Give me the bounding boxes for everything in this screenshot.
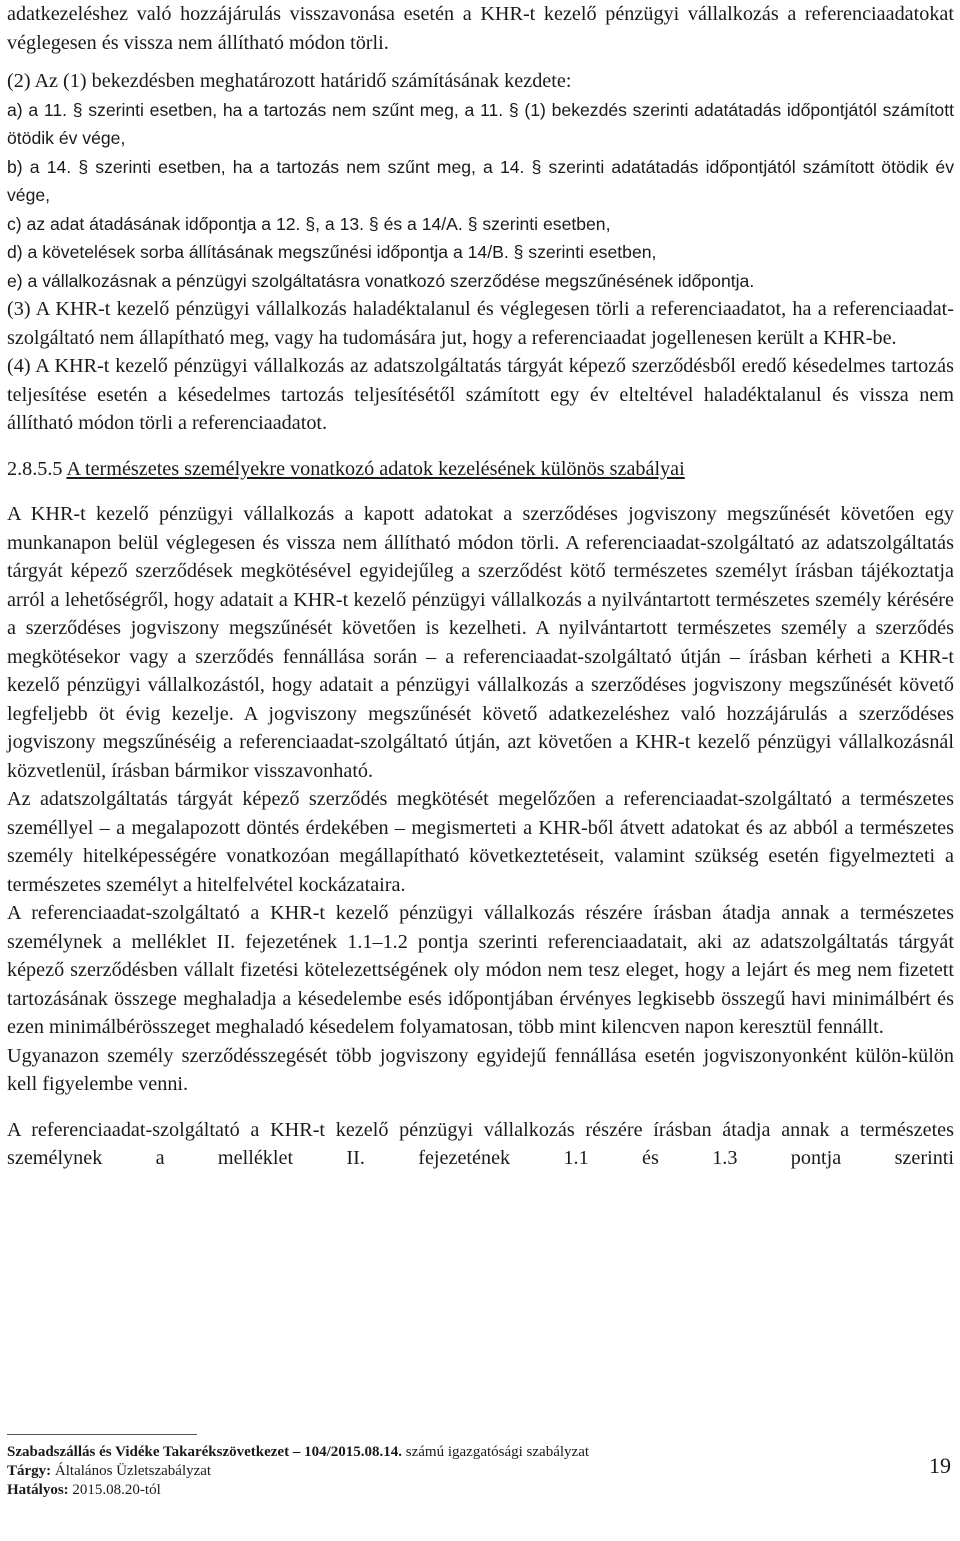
section-number: 2.8.5.5	[7, 457, 63, 480]
paragraph-4: (4) A KHR-t kezelő pénzügyi vállalkozás az adatszolgáltatás tárgyát képező szerződésből eredő késedelmes tartozás teljesítése esetén a késedelmes tartozás teljesítésétől számított egy év elteltével haladéktalanul és vissza nem állítható módon törli a referenciaadatot.	[7, 355, 954, 434]
footer-divider	[7, 1434, 197, 1435]
page-footer	[7, 1443, 954, 1500]
footer-subject: Általános Üzletszabályzat	[51, 1463, 212, 1479]
section-title: A természetes személyekre vonatkozó adatok kezelésének különös szabályai	[66, 457, 685, 480]
document-body	[7, 0, 954, 1173]
footer-effective: 2015.08.20-tól	[68, 1482, 161, 1498]
footer-line-2	[7, 1462, 954, 1481]
list-item-e: e) a vállalkozásnak a pénzügyi szolgáltatásra vonatkozó szerződése megszűnésének időpontja.	[7, 270, 755, 291]
section-paragraph-1: A KHR-t kezelő pénzügyi vállalkozás a kapott adatokat a szerződéses jogviszony megszűnését követően egy munkanapon belül véglegesen és vissza nem állítható módon törli. A referenciaadat-szolgáltató az adatszolgáltatás tárgyát képező szerződések megkötésével egyidejűleg a szerződést kötő természetes személyt írásban tájékoztatja arról a lehetőségről, hogy adatait a KHR-t kezelő pénzügyi vállalkozás a nyilvántartott természetes személy kérésére a szerződéses jogviszony megszűnését követően is kezelheti. A nyilvántartott természetes személy a szerződés megkötésekor vagy a szerződés fennállása során – a referenciaadat-szolgáltató útján – írásban kérheti a KHR-t kezelő pénzügyi vállalkozástól, hogy adatait a pénzügyi vállalkozás a szerződéses jogviszony megszűnését követő legfeljebb öt évig kezelje. A jogviszony megszűnését követő adatkezeléshez való hozzájárulás a szerződéses jogviszony megszűnéséig a referenciaadat-szolgáltató útján, azt követően a KHR-t kezelő pénzügyi vállalkozásnál közvetlenül, írásban bármikor visszavonható.	[7, 503, 954, 782]
section-paragraph-5: A referenciaadat-szolgáltató a KHR-t kezelő pénzügyi vállalkozás részére írásban átadja annak a természetes személynek a melléklet II. fejezetének 1.1 és 1.3 pontja szerinti	[7, 1118, 954, 1169]
page-number: 19	[929, 1453, 951, 1478]
section-paragraph-4: Ugyanazon személy szerződésszegését több jogviszony egyidejű fennállása esetén jogviszonyonként külön-külön kell figyelembe venni.	[7, 1044, 954, 1095]
footer-effective-label: Hatályos:	[7, 1482, 69, 1498]
section-heading	[7, 455, 954, 484]
footer-line-3	[7, 1481, 954, 1500]
footer-organization: Szabadszállás és Vidéke Takarékszövetkezet – 104/2015.08.14.	[7, 1444, 403, 1460]
paragraph-3: (3) A KHR-t kezelő pénzügyi vállalkozás haladéktalanul és véglegesen törli a referenciaadatot, ha a referenciaadat-szolgáltató nem állapítható meg, vagy ha tudomására jut, hogy a referenciaadat jogellenesen került a KHR-be.	[7, 298, 954, 349]
list-item-a: a) a 11. § szerinti esetben, ha a tartozás nem szűnt meg, a 11. § (1) bekezdés szerinti adatátadás időpontjától számított ötödik év vége,	[7, 99, 954, 148]
section-paragraph-2: Az adatszolgáltatás tárgyát képező szerződés megkötését megelőzően a referenciaadat-szolgáltató a természetes személlyel – a megalapozott döntés érdekében – megismerteti a KHR-ből átvett adatokat és az abból a természetes személy hitelképességére vonatkozóan megállapítható következtetéseit, valamint szükség esetén figyelmezteti a természetes személyt a hitelfelvétel kockázataira.	[7, 788, 954, 896]
list-item-c: c) az adat átadásának időpontja a 12. §, a 13. § és a 14/A. § szerinti esetben,	[7, 213, 611, 234]
section-paragraph-3: A referenciaadat-szolgáltató a KHR-t kezelő pénzügyi vállalkozás részére írásban átadja annak a természetes személynek a melléklet II. fejezetének 1.1–1.2 pontja szerinti referenciaadatait, aki az adatszolgáltatás tárgyát képező szerződésben vállalt fizetési kötelezettségének oly módon nem tesz eleget, hogy a lejárt és meg nem fizetett tartozásának összege meghaladja a késedelembe esés időpontjában érvényes legkisebb összegű havi minimálbért és ezen minimálbérösszeget meghaladó késedelem folyamatosan, több mint kilencven napon keresztül fennállt.	[7, 902, 954, 1038]
footer-subject-label: Tárgy:	[7, 1463, 52, 1479]
footer-line-1	[7, 1443, 954, 1462]
footer-document: számú igazgatósági szabályzat	[402, 1444, 590, 1460]
paragraph-continuation: adatkezeléshez való hozzájárulás visszavonása esetén a KHR-t kezelő pénzügyi vállalkozás a referenciaadatokat véglegesen és vissza nem állítható módon törli.	[7, 3, 954, 54]
list-item-d: d) a követelések sorba állításának megszűnési időpontja a 14/B. § szerinti esetben,	[7, 242, 657, 262]
list-item-b: b) a 14. § szerinti esetben, ha a tartozás nem szűnt meg, a 14. § szerinti adatátadás időpontjától számított ötödik év vége,	[7, 156, 954, 205]
paragraph-2: (2) Az (1) bekezdésben meghatározott határidő számításának kezdete:	[7, 70, 572, 92]
